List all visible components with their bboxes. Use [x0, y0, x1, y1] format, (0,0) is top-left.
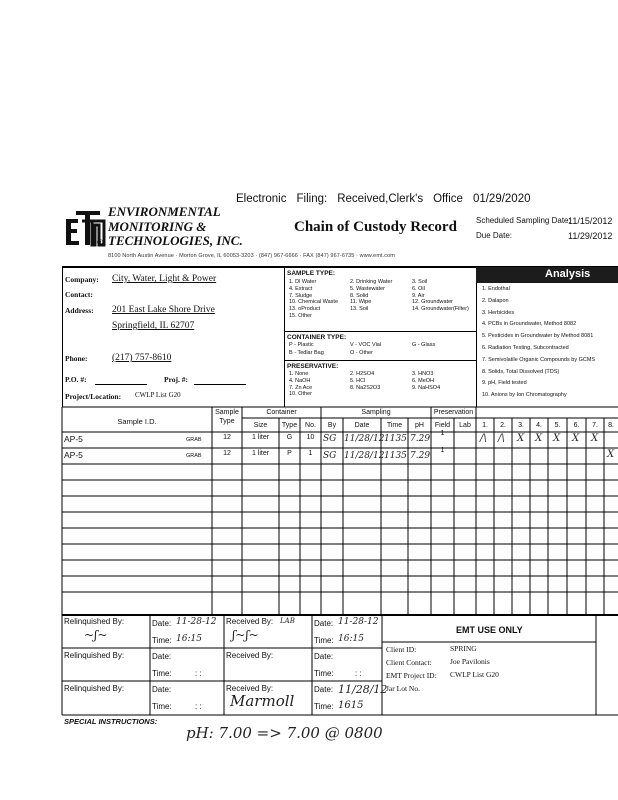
relinquished-by-2-label: Relinquished By: — [64, 651, 125, 660]
sample-type-item: 5. Wastewater — [350, 285, 385, 292]
analysis-item: 2. Dalapon — [482, 297, 509, 304]
address-label: Address: — [65, 306, 94, 315]
row1-mark: X — [517, 433, 525, 444]
analysis-item: 10. Anions by Ion Chromatography — [482, 392, 567, 399]
container-type-item: G - Glass — [412, 342, 436, 348]
preservative-item: 2. H2SO4 — [350, 371, 375, 377]
container-type-item: P - Plastic — [289, 342, 314, 348]
th-size: Size — [253, 422, 268, 429]
rec2-time-colons: : : — [355, 669, 362, 678]
r3-time-colons: : : — [195, 702, 202, 711]
analysis-item: 7. Semivolatile Organic Compounds by GCMS — [482, 356, 596, 363]
row2-time: 1135 — [384, 451, 407, 461]
row2-date: 11/28/12 — [344, 451, 385, 461]
emt-client-id-label: Client ID: — [386, 645, 417, 654]
sample-type-heading: SAMPLE TYPE: — [287, 270, 336, 277]
rec3-date-label: Date: — [314, 685, 334, 694]
th-analysis-num: 4. — [536, 422, 542, 429]
preservative-item: 3. HNO3 — [412, 371, 434, 377]
row1-field: 1 — [440, 430, 445, 437]
th-by: By — [327, 422, 337, 429]
row2-sample-id: AP-5 — [64, 450, 83, 460]
row1-mark: /\ — [480, 433, 487, 444]
contact-label: Contact: — [65, 290, 93, 299]
row1-mark: X — [553, 433, 561, 444]
filing-date: 01/29/2020 — [472, 193, 531, 205]
sched-value: 11/15/2012 — [568, 216, 613, 226]
rec3-time-label: Time: — [314, 702, 334, 711]
preservative-item: 4. NaOH — [289, 377, 311, 384]
row2-size: 1 liter — [251, 450, 270, 457]
due-value: 11/29/2012 — [568, 231, 613, 241]
container-type-item: O - Other — [350, 350, 373, 356]
rec3-date-value: 11/28/12 — [338, 683, 388, 696]
sample-type-item: 10. Chemical Waste — [289, 299, 339, 306]
th-container: Container — [266, 409, 297, 416]
row1-mark: /\ — [498, 433, 505, 444]
row1-mark: X — [572, 433, 580, 444]
company-label: Company: — [65, 275, 99, 284]
sample-type-item: 12. Groundwater — [412, 299, 453, 306]
row2-by: SG — [323, 451, 337, 461]
filing-label: Filing: — [296, 193, 328, 205]
registered-mark: ® — [97, 238, 103, 247]
th-sampling: Sampling — [361, 409, 391, 416]
row2-sample-type: 12 — [223, 450, 231, 457]
row1-container-type: G — [286, 434, 293, 441]
preservative-item: 5. HCl — [350, 377, 366, 384]
analysis-heading: Analysis — [545, 268, 591, 280]
phone-value: (217) 757-8610 — [112, 353, 172, 363]
row2-method: GRAB — [186, 453, 202, 459]
sched-label: Scheduled Sampling Date: — [476, 216, 571, 225]
special-instructions-note: pH: 7.00 => 7.00 @ 0800 — [186, 724, 383, 742]
preservative-heading: PRESERVATIVE: — [287, 363, 339, 370]
received-by-1-label: Received By: — [226, 617, 274, 626]
received-by-1-note: LAB — [280, 617, 295, 625]
preservative-item: 10. Other — [289, 391, 312, 398]
relinquished-by-3-label: Relinquished By: — [64, 684, 125, 693]
th-sample-type: Sample — [215, 409, 239, 416]
th-sample-type2: Type — [219, 418, 235, 425]
company-address-line: 8100 North Austin Avenue · Morton Grove, IL 60053-3203 · (847) 967-6666 · FAX (847) 967-6735 · www.emt.com — [108, 253, 395, 259]
company-name-line3: TECHNOLOGIES, INC. — [108, 233, 243, 248]
row2-ph: 7.29 — [410, 451, 431, 461]
r1-time-value: 16:15 — [176, 634, 202, 644]
po-label: P.O. #: — [65, 375, 87, 384]
company-name-line1: ENVIRONMENTAL — [108, 204, 221, 219]
sample-type-item: 2. Drinking Water — [350, 279, 393, 285]
analysis-item: 3. Herbicides — [482, 309, 515, 316]
emt-use-only-heading: EMT USE ONLY — [456, 625, 523, 635]
address-line1: 201 East Lake Shore Drive — [112, 305, 215, 315]
sample-type-item: 13. oProduct — [289, 306, 321, 313]
r2-time-label: Time: — [152, 669, 172, 678]
container-type-heading: CONTAINER TYPE: — [287, 334, 347, 341]
sample-type-item: 9. Air — [412, 292, 425, 299]
sample-type-item: 14. Groundwater(Filter) — [412, 306, 469, 313]
project-location-value: CWLP List G20 — [135, 391, 181, 399]
th-analysis-num: 1. — [482, 422, 488, 429]
emt-jar-lot-label: Jar Lot No. — [386, 684, 420, 693]
r2-date-label: Date: — [152, 652, 172, 661]
sample-type-item: 15. Other — [289, 312, 312, 319]
row1-by: SG — [323, 434, 337, 444]
emt-project-id-label: EMT Project ID: — [386, 671, 437, 680]
preservative-item: 9. NaHSO4 — [412, 384, 441, 391]
relinquished-signature-1: ~ʃ~ — [84, 628, 108, 642]
th-time: Time — [386, 422, 403, 429]
r1-time-label: Time: — [152, 636, 172, 645]
emt-client-contact-label: Client Contact: — [386, 658, 432, 667]
r1-date-label: Date: — [152, 619, 172, 628]
row1-no: 10 — [306, 434, 315, 441]
relinquished-by-1-label: Relinquished By: — [64, 617, 125, 626]
th-type: Type — [281, 422, 298, 429]
emt-client-id: SPRING — [450, 644, 477, 653]
received-signature-3: Marmoll — [230, 692, 295, 710]
sample-type-item: 6. Oil — [412, 285, 425, 292]
company-name-line2: MONITORING & — [108, 218, 207, 234]
rec3-time-value: 1615 — [338, 700, 364, 711]
project-location-label: Project/Location: — [65, 392, 122, 401]
row1-size: 1 liter — [251, 434, 270, 441]
due-label: Due Date: — [476, 231, 513, 240]
th-no: No. — [305, 422, 316, 429]
r2-time-colons: : : — [195, 669, 202, 678]
sample-type-item: 1. Dl Water — [289, 279, 317, 285]
th-preservation: Preservation — [433, 409, 474, 416]
analysis-item: 1. Endothal — [482, 286, 510, 292]
analysis-item: 5. Pesticides in Groundwater by Method 8081 — [482, 333, 594, 340]
rec2-date-label: Date: — [314, 652, 334, 661]
received-by-3-label: Received By: — [226, 684, 274, 693]
row1-mark: X — [535, 433, 543, 444]
row1-sample-type: 12 — [223, 434, 231, 441]
th-analysis-num: 8. — [608, 422, 614, 429]
th-sample-id: Sample I.D. — [117, 417, 157, 426]
preservative-item: 1. None — [289, 371, 309, 377]
preservative-item: 6. MeOH — [412, 377, 435, 384]
filing-received: Received,Clerk's — [337, 193, 424, 205]
address-line2: Springfield, IL 62707 — [112, 321, 195, 331]
filing-electronic: Electronic — [236, 193, 287, 205]
row1-mark: X — [591, 433, 599, 444]
emt-project-id: CWLP List G20 — [450, 670, 499, 679]
th-analysis-num: 7. — [592, 422, 598, 429]
row1-ph: 7.29 — [410, 434, 431, 444]
sample-type-item: 8. Solid — [350, 292, 369, 299]
row2-container-type: P — [287, 450, 292, 457]
row1-time: 1135 — [384, 434, 407, 444]
proj-label: Proj. #: — [164, 375, 189, 384]
r3-time-label: Time: — [152, 702, 172, 711]
container-type-item: V - VOC Vial — [350, 342, 382, 348]
rec2-time-label: Time: — [314, 669, 334, 678]
row1-date: 11/28/12 — [344, 434, 385, 444]
sample-type-item: 4. Extract — [289, 285, 313, 292]
th-lab: Lab — [459, 422, 471, 429]
row2-no: 1 — [308, 450, 313, 457]
sample-type-item: 11. Wipe — [350, 299, 372, 306]
th-analysis-num: 3. — [518, 422, 524, 429]
rec1-date-label: Date: — [314, 619, 334, 628]
rec1-date-value: 11-28-12 — [338, 617, 379, 627]
r1-date-value: 11-28-12 — [176, 617, 217, 627]
row2-mark: X — [607, 449, 615, 460]
r3-date-label: Date: — [152, 685, 172, 694]
sample-type-item: 7. Sludge — [289, 292, 313, 299]
th-analysis-num: 5. — [554, 422, 561, 429]
container-type-item: B - Tedlar Bag — [289, 350, 324, 356]
company-value: City, Water, Light & Power — [112, 274, 217, 284]
sample-type-item: 13. Soil — [350, 306, 369, 313]
row2-field: 1 — [440, 447, 445, 454]
preservative-item: 7. Zn Ace — [289, 384, 313, 391]
rec1-time-label: Time: — [314, 636, 334, 645]
phone-label: Phone: — [65, 354, 88, 363]
emt-client-contact: Joe Pavilonis — [450, 657, 490, 666]
sample-type-item: 3. Soil — [412, 279, 428, 285]
th-analysis-num: 2. — [500, 422, 506, 429]
special-instructions-label: SPECIAL INSTRUCTIONS: — [64, 717, 158, 726]
th-ph: pH — [415, 422, 424, 429]
row1-method: GRAB — [186, 437, 202, 443]
row1-sample-id: AP-5 — [64, 434, 83, 444]
th-date: Date — [354, 422, 370, 429]
analysis-item: 6. Radiation Testing, Subcontracted — [482, 344, 569, 351]
rec1-time-value: 16:15 — [338, 634, 364, 644]
analysis-item: 9. pH, Field tested — [482, 380, 527, 387]
preservative-item: 8. Na2S2O3 — [350, 384, 381, 391]
received-by-2-label: Received By: — [226, 651, 274, 660]
analysis-item: 8. Solids, Total Dissolved (TDS) — [482, 368, 560, 375]
th-field: Field — [434, 422, 451, 429]
analysis-item: 4. PCBs in Groundwater, Method 8082 — [482, 321, 577, 328]
document-title: Chain of Custody Record — [294, 219, 457, 235]
received-signature-1: ʃ~ʃ~ — [232, 628, 259, 642]
filing-office: Office — [433, 193, 463, 205]
th-analysis-num: 6. — [573, 422, 580, 429]
